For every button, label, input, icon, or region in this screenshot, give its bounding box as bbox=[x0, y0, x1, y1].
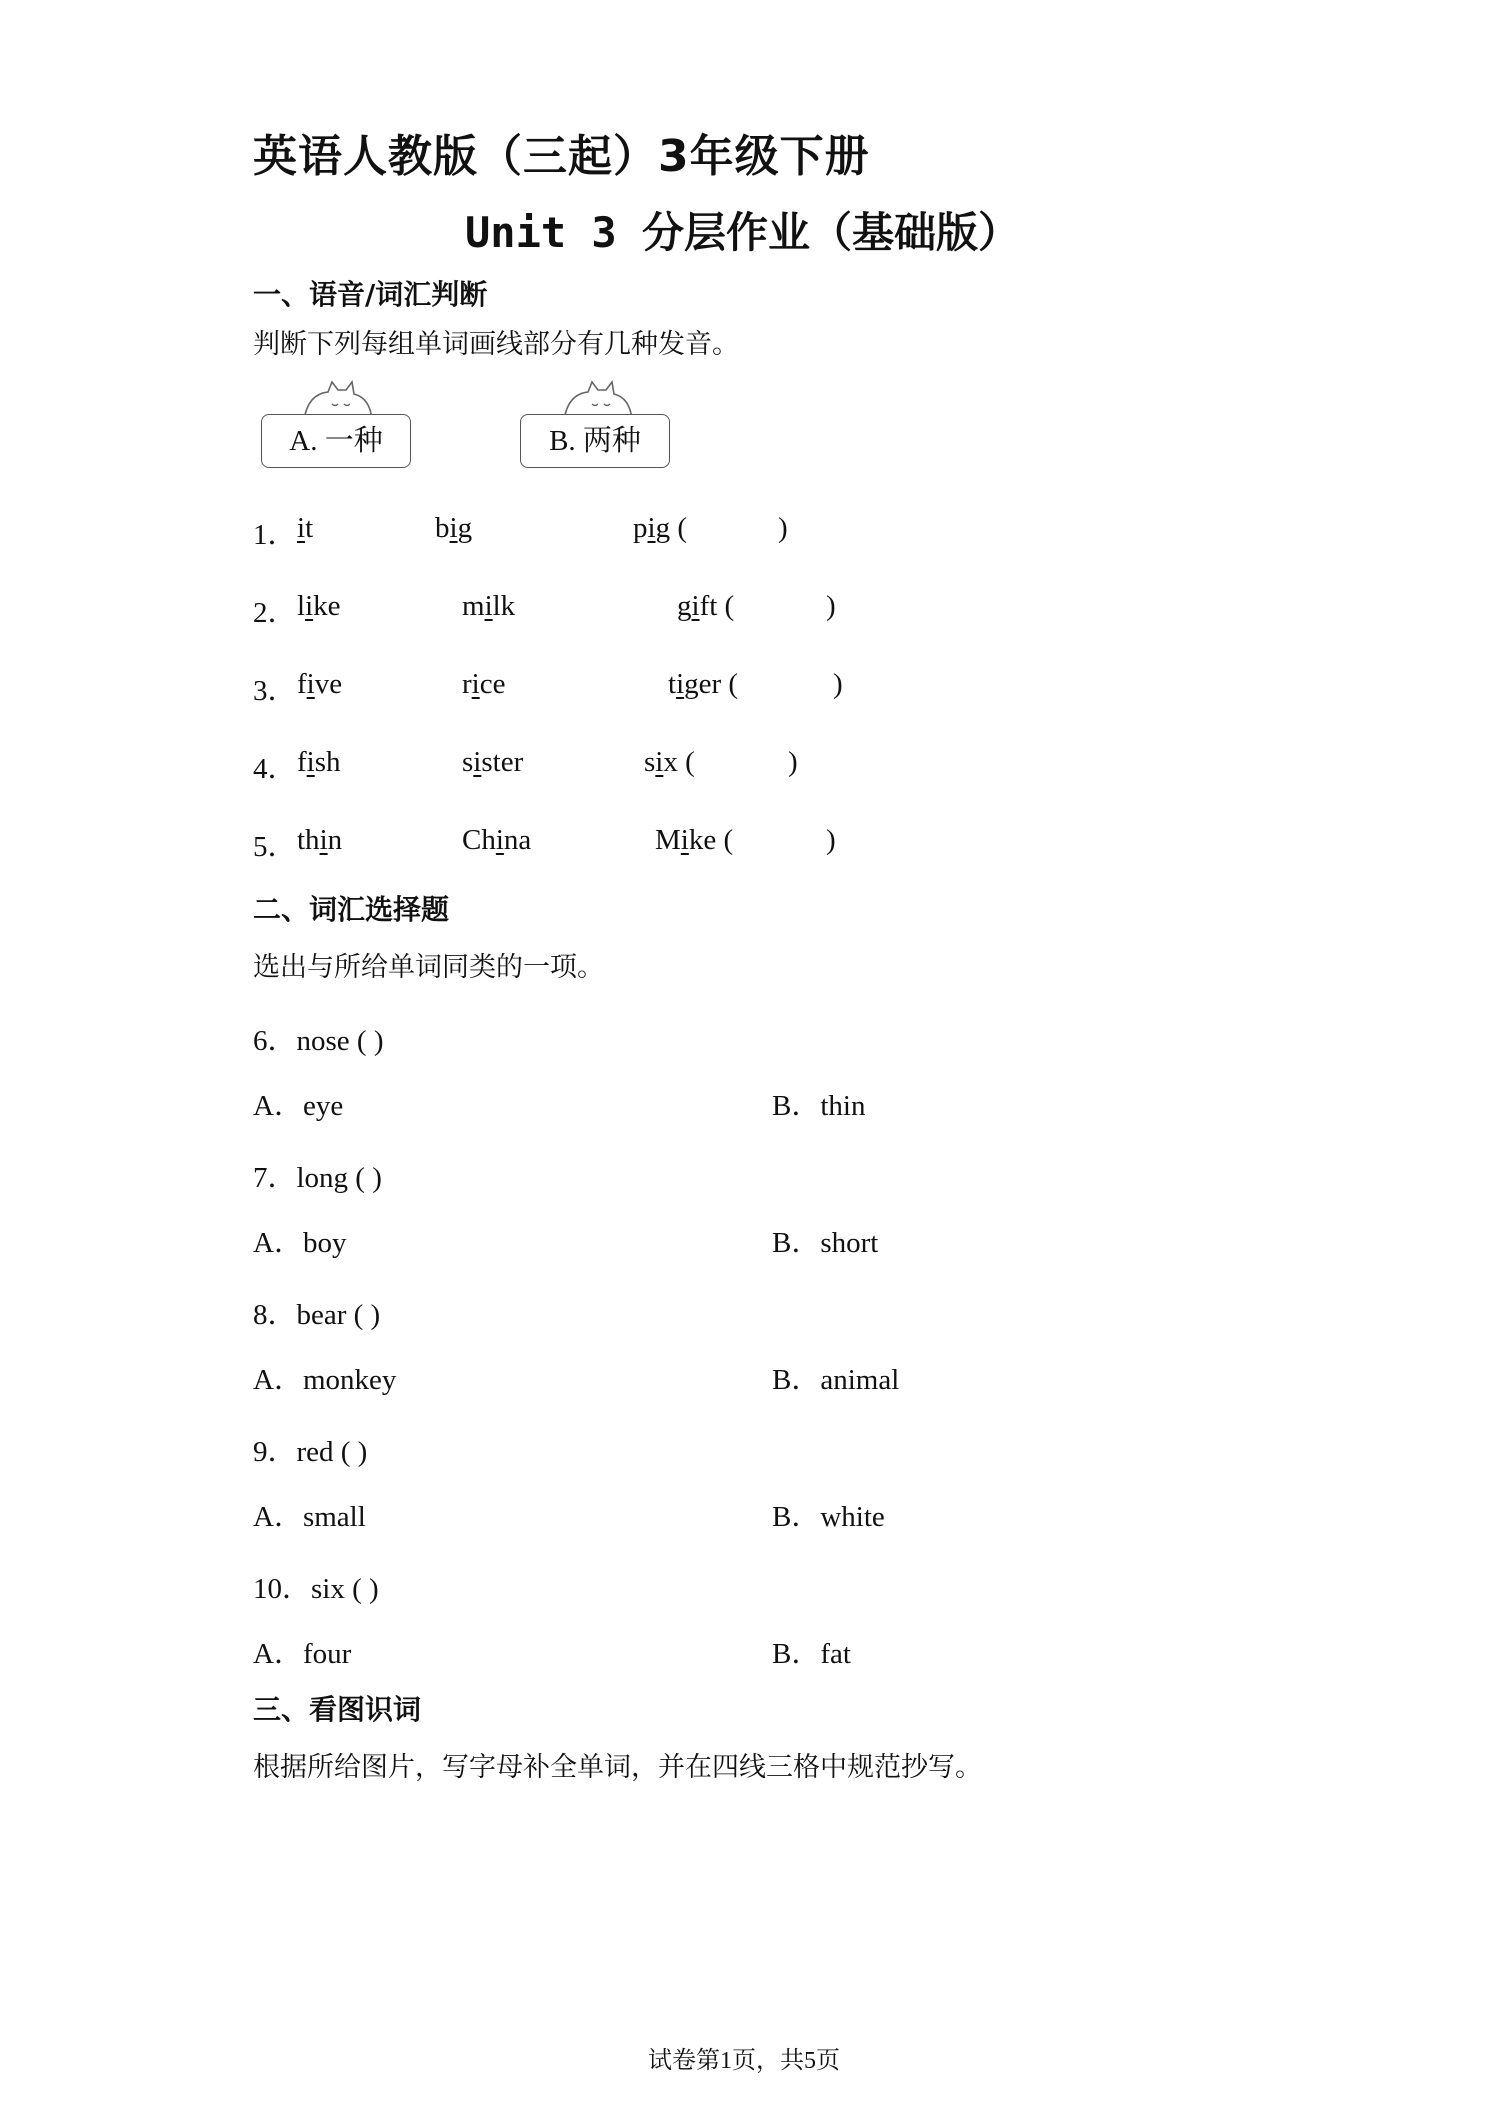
option-a: A．monkey bbox=[253, 1364, 397, 1396]
question: 9．red ( ) bbox=[253, 1436, 368, 1468]
answer-close: ) bbox=[826, 590, 836, 622]
option-b-label: B. 两种 bbox=[549, 425, 641, 457]
option-a: A．four bbox=[253, 1638, 352, 1670]
item-number: 1． bbox=[253, 519, 297, 551]
word: fish bbox=[297, 746, 341, 778]
word-answer: Mike ( bbox=[655, 824, 734, 856]
word-answer: tiger ( bbox=[668, 668, 739, 700]
word-answer: pig ( bbox=[633, 512, 687, 544]
item-number: 4． bbox=[253, 753, 297, 785]
section-3-instruction: 根据所给图片，写字母补全单词，并在四线三格中规范抄写。 bbox=[253, 1752, 982, 1783]
page-footer: 试卷第1页，共5页 bbox=[648, 2048, 840, 2074]
page-title: 英语人教版（三起）3年级下册 bbox=[253, 131, 870, 182]
word-answer: gift ( bbox=[677, 590, 735, 622]
option-b: B．fat bbox=[772, 1638, 851, 1670]
answer-close: ) bbox=[833, 668, 843, 700]
question: 10．six ( ) bbox=[253, 1573, 379, 1605]
option-a: A．eye bbox=[253, 1090, 344, 1122]
page-subtitle: Unit 3 分层作业（基础版） bbox=[465, 208, 1021, 257]
option-card-b bbox=[520, 414, 670, 468]
word: big bbox=[435, 512, 473, 544]
answer-close: ) bbox=[778, 512, 788, 544]
item-number: 3． bbox=[253, 675, 297, 707]
word: sister bbox=[462, 746, 524, 778]
option-b: B．white bbox=[772, 1501, 885, 1533]
section-1-heading: 一、语音/词汇判断 bbox=[253, 278, 488, 311]
question: 6．nose ( ) bbox=[253, 1025, 384, 1057]
option-a-label: A. 一种 bbox=[289, 425, 383, 457]
answer-close: ) bbox=[788, 746, 798, 778]
word: like bbox=[297, 590, 341, 622]
section-2-instruction: 选出与所给单词同类的一项。 bbox=[253, 952, 604, 983]
word: milk bbox=[462, 590, 516, 622]
word: it bbox=[297, 512, 314, 544]
option-b: B．animal bbox=[772, 1364, 900, 1396]
word: China bbox=[462, 824, 532, 856]
section-3-heading: 三、看图识词 bbox=[253, 1693, 422, 1726]
item-number: 2． bbox=[253, 597, 297, 629]
option-card-a bbox=[261, 414, 411, 468]
option-a: A．small bbox=[253, 1501, 366, 1533]
item-number: 5． bbox=[253, 831, 297, 863]
option-a: A．boy bbox=[253, 1227, 347, 1259]
word: thin bbox=[297, 824, 343, 856]
word-answer: six ( bbox=[644, 746, 695, 778]
option-b: B．thin bbox=[772, 1090, 866, 1122]
word: rice bbox=[462, 668, 506, 700]
section-1-instruction: 判断下列每组单词画线部分有几种发音。 bbox=[253, 329, 739, 360]
option-b: B．short bbox=[772, 1227, 879, 1259]
word: five bbox=[297, 668, 343, 700]
section-2-heading: 二、词汇选择题 bbox=[253, 893, 450, 926]
answer-close: ) bbox=[826, 824, 836, 856]
question: 8．bear ( ) bbox=[253, 1299, 381, 1331]
question: 7．long ( ) bbox=[253, 1162, 382, 1194]
